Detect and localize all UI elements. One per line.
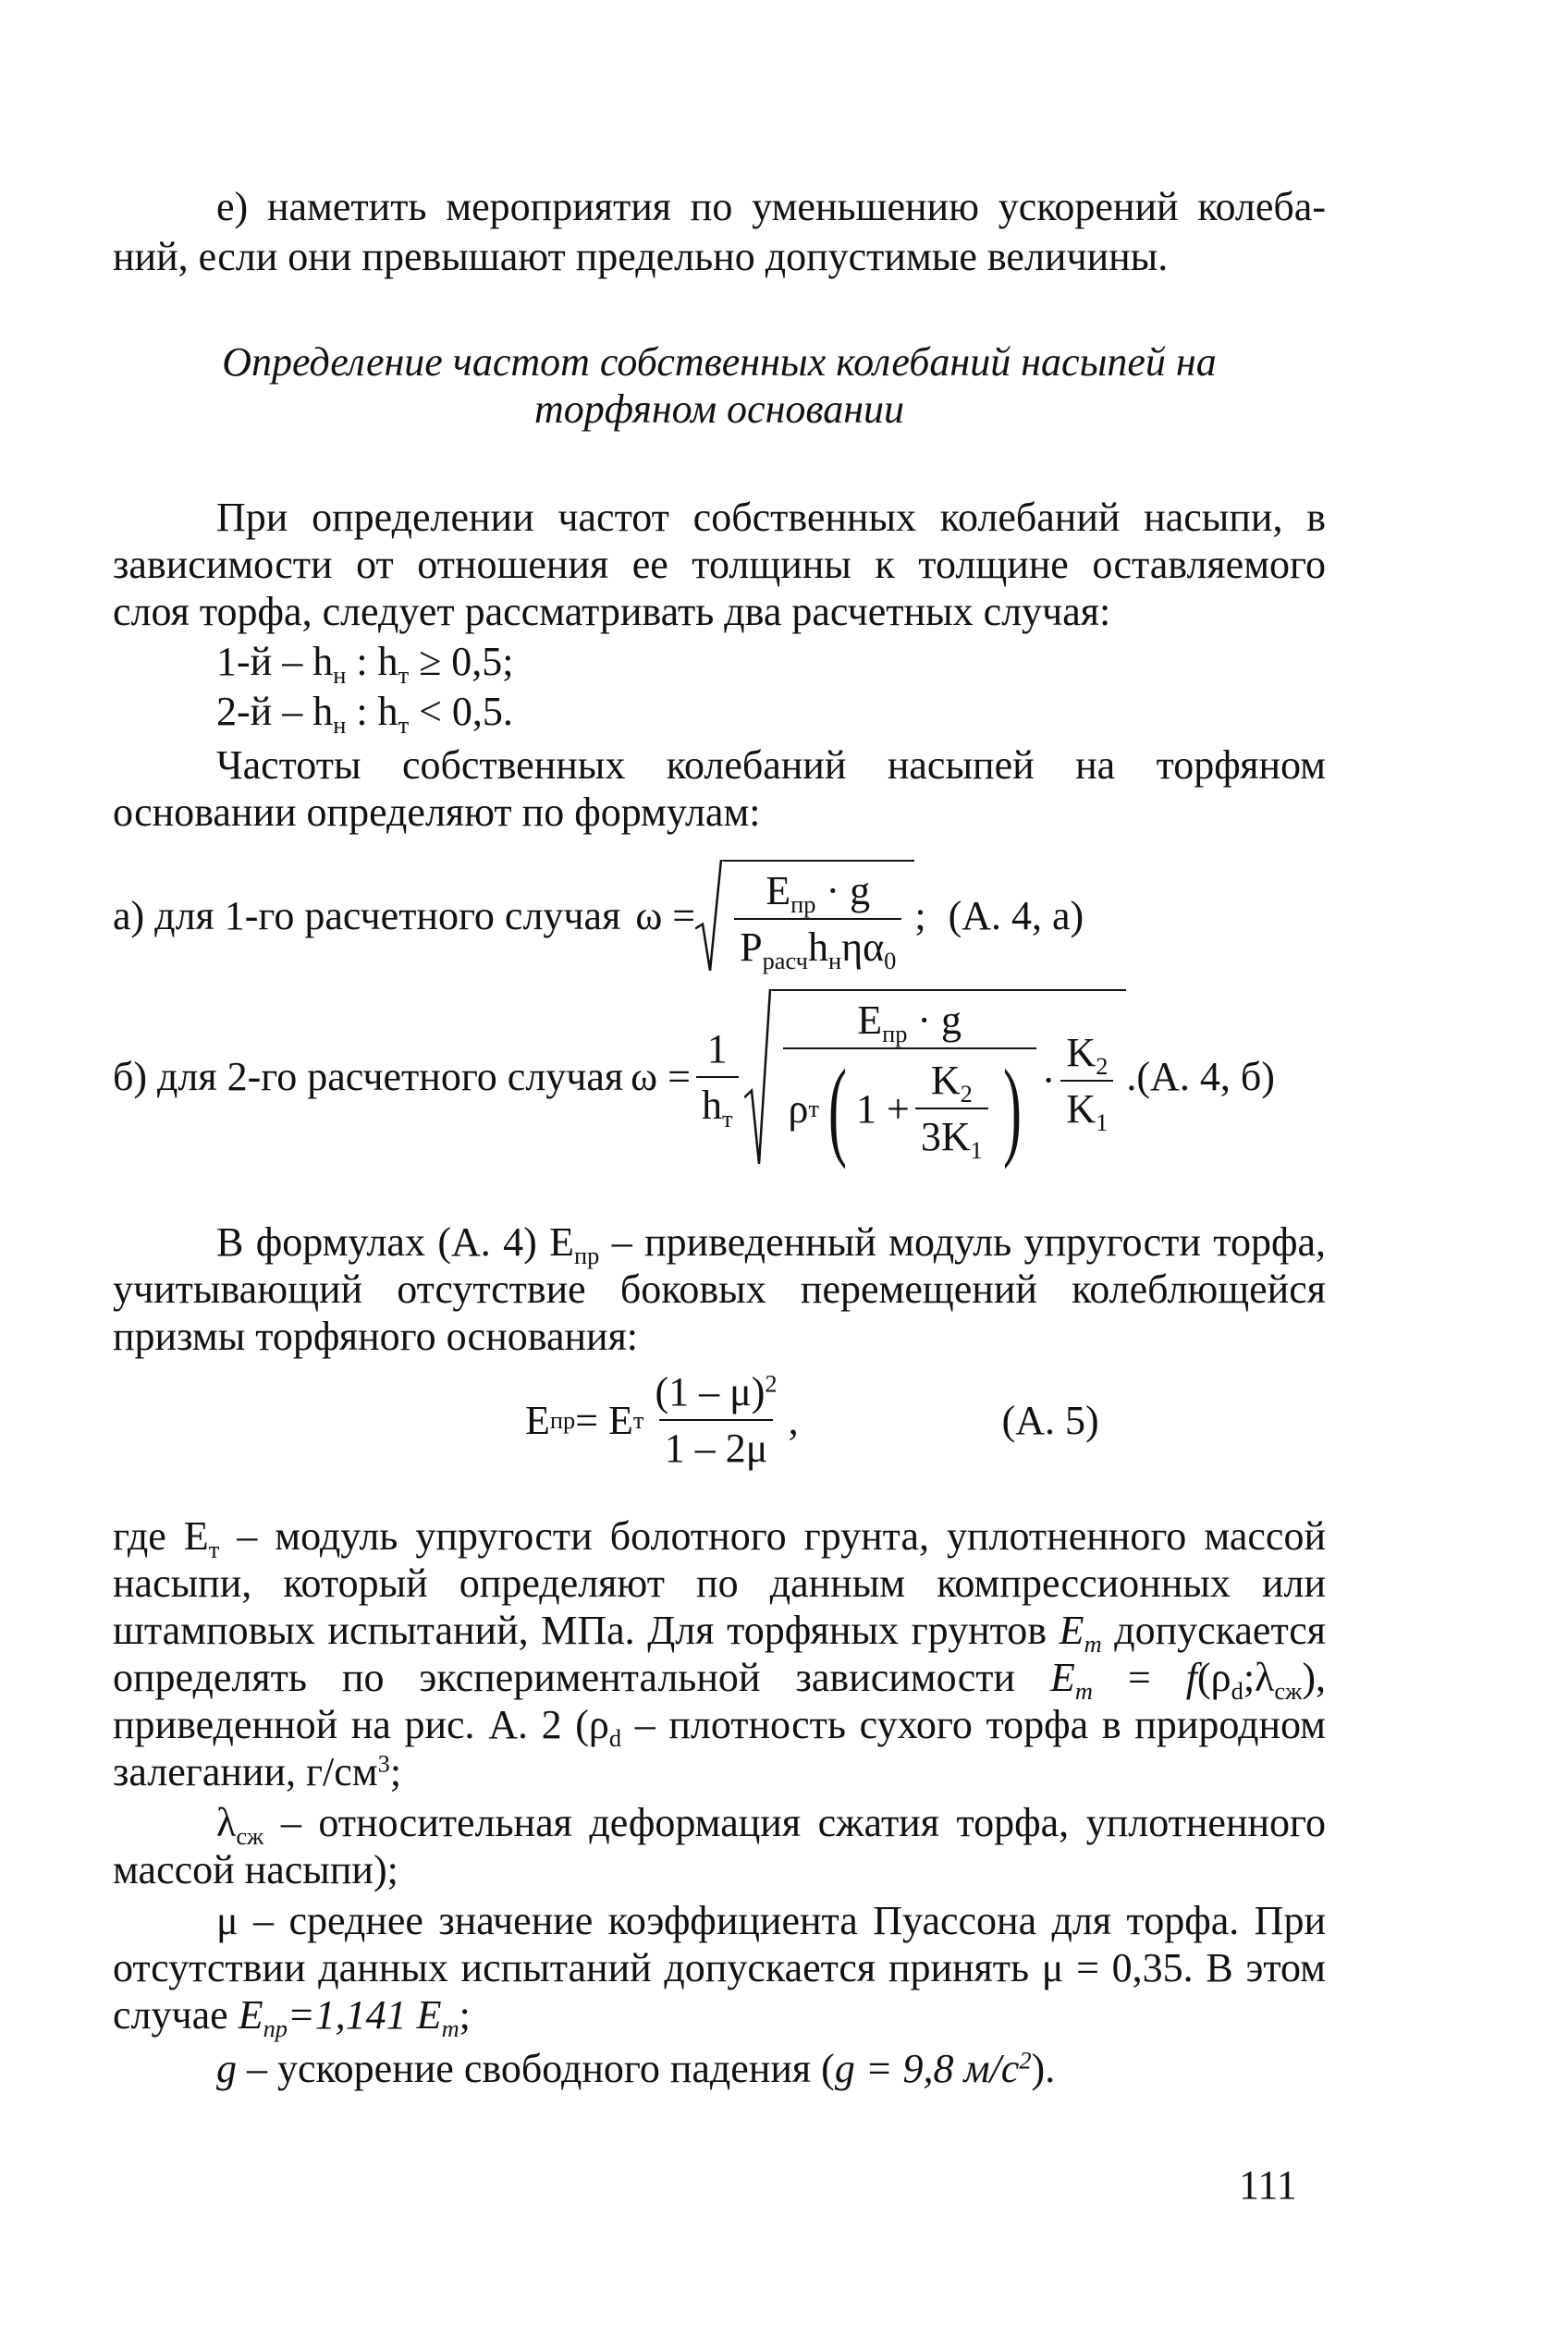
- formula-a4a: а) для 1-го расчетного случая ω = $\frac{E_{пр} \cdot g}{P_{расч}h_н\eta\alpha_0}$ ; (А. 4, а): [113, 860, 1326, 971]
- section-heading: [113, 338, 1326, 433]
- mu-line-3: случае $E_{пр}=1,141$ $E_m$;: [113, 1992, 471, 2043]
- formula-a-fraction: $\frac{E_{пр} \cdot g}{P_{расч}h_н\eta\alpha_0}$: [734, 867, 901, 971]
- section-heading-line-1: Определение частот собственных колебаний насыпей на: [222, 339, 1217, 385]
- case-2: $2-й - h_н$ : $h_т < 0,5$.: [216, 689, 513, 740]
- mu-line-1: μ – среднее значение коэффициента Пуассона для торфа. При: [216, 1898, 1326, 1943]
- formula-b-root: $E_{пр} \cdot g$ ρ т ( 1 + $\frac{K_2}{3K_1}$ ) · $\frac{K_2}{K_1}$: [744, 989, 1127, 1164]
- intro-line-1: При определении частот собственных колебаний насыпи, в: [216, 495, 1326, 540]
- formula-a5-tag: (А. 5): [1001, 1397, 1099, 1443]
- mu-line-2: отсутствии данных испытаний допускается принять μ = 0,35. В этом: [113, 1945, 1326, 1990]
- formula-a4b: [113, 989, 1326, 1169]
- formula-b-outer-fraction: $\frac{1}{h_т}$: [696, 1025, 739, 1129]
- formula-a-tag: (А. 4, а): [948, 892, 1084, 938]
- intro-paragraph: [113, 494, 1326, 635]
- explanation-paragraph: [113, 1218, 1326, 1360]
- where-line-5: приведенной на рис. А. 2 ($\rho_d$ – плотность сухого торфа в природном: [113, 1702, 1327, 1753]
- formula-a-label: а) для 1-го расчетного случая: [113, 892, 621, 938]
- case-1: $1-й - h_н$ : $h_т \ge 0,5$;: [216, 639, 514, 690]
- item-e-line-2: ний, если они превышают предельно допустимые величины.: [113, 234, 1169, 279]
- explanation-line-3: призмы торфяного основания:: [113, 1314, 639, 1359]
- formula-a5: E пр = E т $\frac{(1 - \mu)^2}{1 - 2\mu}$ , (А. 5): [525, 1369, 1099, 1471]
- where-line-1: где $E_т$ – модуль упругости болотного грунта, уплотненного массой: [113, 1513, 1326, 1564]
- formula-b-lhs: ω =: [631, 1054, 691, 1099]
- frequency-intro-line-1: Частоты собственных колебаний насыпей на торфяном: [216, 742, 1326, 788]
- frequency-intro: [113, 741, 1326, 836]
- section-heading-line-2: торфяном основании: [533, 386, 905, 432]
- frequency-intro-line-2: основании определяют по формулам:: [113, 790, 761, 835]
- formula-b-label: б) для 2-го расчетного случая: [113, 1054, 624, 1099]
- mu-paragraph: [113, 1897, 1326, 2043]
- explanation-line-1: В формулах (А. 4) $E_{пр}$ – приведенный модуль упругости торфа,: [216, 1219, 1326, 1270]
- explanation-line-2: учитывающий отсутствие боковых перемещений колеблющейся: [113, 1267, 1326, 1312]
- intro-line-2: зависимости от отношения ее толщины к толщине оставляемого: [113, 542, 1326, 587]
- item-e-paragraph: [113, 183, 1326, 230]
- item-e-paragraph-end: [113, 233, 1326, 280]
- where-paragraph: [113, 1512, 1326, 1795]
- formula-b-inner-fraction: $E_{пр} \cdot g$ ρ т ( 1 + $\frac{K_2}{3K_1}$ ): [783, 997, 1036, 1164]
- where-line-3: штамповых испытаний, МПа. Для торфяных грунтов $E_m$ допускается: [113, 1608, 1326, 1659]
- g-line: g – ускорение свободного падения (g = 9,8 $м/с^2$).: [216, 2046, 1056, 2091]
- lambda-paragraph: [113, 1799, 1326, 1893]
- lambda-line-2: массой насыпи);: [113, 1847, 398, 1892]
- formula-a-root: [695, 860, 914, 975]
- page-number: 111: [1239, 2162, 1297, 2208]
- intro-line-3: слоя торфа, следует рассматривать два расчетных случая:: [113, 589, 1111, 634]
- formula-a5-fraction: $\frac{(1 - \mu)^2}{1 - 2\mu}$: [655, 1369, 778, 1471]
- item-e-line-1: е) наметить мероприятия по уменьшению ускорений колеба-: [216, 184, 1326, 229]
- where-line-6: залегании, $г/см^3$;: [113, 1749, 402, 1794]
- formula-b-tag: .(А. 4, б): [1126, 1054, 1275, 1099]
- formula-b-k-ratio: $\frac{K_2}{K_1}$: [1060, 1029, 1113, 1132]
- where-line-2: насыпи, который определяют по данным компрессионных или: [113, 1561, 1326, 1606]
- formula-a-lhs: ω =: [635, 892, 696, 938]
- lambda-line-1: $\lambda_{сж}$ – относительная деформация сжатия торфа, уплотненного: [216, 1800, 1326, 1851]
- where-line-4: определять по экспериментальной зависимости $E_m$ = $f(\rho_d;\lambda_{сж})$,: [113, 1655, 1326, 1706]
